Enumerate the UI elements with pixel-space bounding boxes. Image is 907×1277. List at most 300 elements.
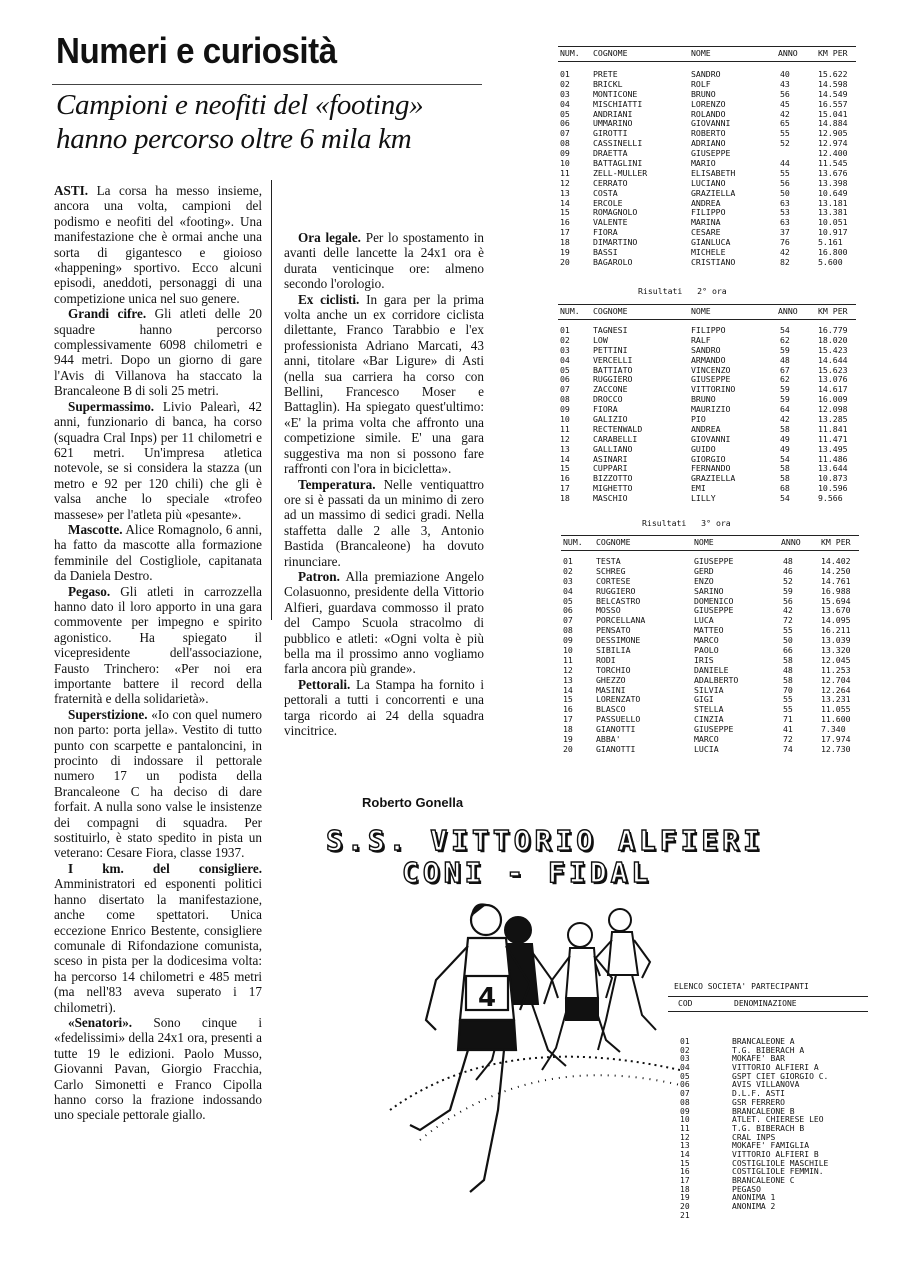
runners-illustration — [380, 880, 680, 1200]
cell-num: 16 — [560, 473, 570, 484]
cell-nome: FERNANDO — [691, 463, 731, 474]
cell-nome: GUIDO — [691, 443, 716, 454]
cell-nome: GIOVANNI — [691, 118, 731, 129]
paragraph-text: La Stampa ha fornito i pettorali a tutti i concorrenti e una targa ricordo ai 24 della squadra vincitrice. — [284, 676, 484, 738]
cell-anno: 55 — [783, 694, 793, 705]
cell-cognome: GALIZIO — [593, 414, 628, 425]
col-km: KM PER — [821, 537, 851, 547]
society-name: ATLET. CHIERESE LEO — [732, 1115, 824, 1125]
cell-cognome: ANDRIANI — [593, 108, 633, 119]
cell-nome: ROLF — [691, 78, 711, 89]
society-name: BRANCALEONE B — [732, 1106, 795, 1116]
paragraph-text: Livio Palearì, 42 anni, funzionario di banca, ha corso (squadra Cral Inps) per 11 chilometri e 621 metri. Un'impresa atletica notevole, se si considera la stazza (un metro e 92 per 120 chili) che gli è valsa anche lo speciale «trofeo massese» per l'atleta più «pesante». — [54, 398, 262, 522]
cell-km: 13.644 — [818, 463, 848, 474]
cell-km: 12.905 — [818, 128, 848, 139]
paragraph-lead: Superstizione. — [68, 706, 148, 722]
cell-anno: 43 — [780, 78, 790, 89]
cell-nome: ANDREA — [691, 423, 721, 434]
cell-anno: 70 — [783, 684, 793, 695]
paragraph-lead: Supermassimo. — [68, 398, 155, 414]
article-paragraph — [54, 399, 262, 522]
cell-num: 10 — [560, 414, 570, 425]
article-paragraph — [284, 477, 484, 569]
cell-km: 13.285 — [818, 414, 848, 425]
cell-km: 11.055 — [821, 704, 851, 715]
cell-anno: 40 — [780, 69, 790, 79]
cell-anno: 54 — [780, 453, 790, 464]
cell-cognome: LOW — [593, 334, 608, 345]
cell-num: 06 — [560, 374, 570, 385]
society-row — [680, 1194, 880, 1203]
cell-nome: LILLY — [691, 493, 716, 504]
cell-nome: LORENZO — [691, 98, 726, 109]
cell-nome: LUCIA — [694, 743, 719, 754]
cell-nome: MARCO — [694, 734, 719, 745]
cell-anno: 82 — [780, 256, 790, 267]
cell-cognome: DRAETTA — [593, 148, 628, 159]
cell-anno: 71 — [783, 714, 793, 725]
cell-cognome: ERCOLE — [593, 197, 623, 208]
cell-num: 19 — [563, 734, 573, 745]
paragraph-text: Gli atleti in carrozzella hanno dato il loro apporto in una gara commovente per impegno e spirito agonistico. Ha spiegato il vicepresidente dell'associazione, Fausto Trinchero: «Per noi era importante battere il record della fraternità e della solidarietà». — [54, 583, 262, 707]
cell-num: 12 — [563, 664, 573, 675]
cell-cognome: UMMARINO — [593, 118, 633, 129]
cell-km: 12.400 — [818, 148, 848, 159]
cell-num: 07 — [560, 384, 570, 395]
cell-cognome: PENSATO — [596, 625, 631, 636]
cell-km: 15.041 — [818, 108, 848, 119]
cell-nome: SILVIA — [694, 684, 724, 695]
cell-anno: 72 — [783, 734, 793, 745]
cell-nome: ROLANDO — [691, 108, 726, 119]
cell-km: 13.039 — [821, 635, 851, 646]
cell-num: 13 — [560, 443, 570, 454]
cell-cognome: MONTICONE — [593, 88, 638, 99]
cell-km: 18.020 — [818, 334, 848, 345]
byline: Roberto Gonella — [362, 795, 464, 810]
society-name: PEGASO — [732, 1184, 761, 1194]
cell-anno: 74 — [783, 743, 793, 754]
cell-cognome: BELCASTRO — [596, 595, 641, 606]
cell-nome: SANDRO — [691, 69, 721, 79]
cell-num: 04 — [560, 98, 570, 109]
cell-km: 11.545 — [818, 158, 848, 169]
cell-cognome: BAGAROLO — [593, 256, 633, 267]
cell-nome: LUCIANO — [691, 177, 726, 188]
cell-km: 16.779 — [818, 325, 848, 335]
cell-km: 12.974 — [818, 138, 848, 149]
cell-km: 12.704 — [821, 674, 851, 685]
table-header — [558, 46, 856, 62]
cell-num: 02 — [560, 78, 570, 89]
cell-nome: DANIELE — [694, 664, 729, 675]
society-code: 09 — [680, 1106, 690, 1116]
cell-cognome: GHEZZO — [596, 674, 626, 685]
society-code: 07 — [680, 1089, 690, 1099]
cell-num: 16 — [560, 217, 570, 228]
paragraph-lead: Temperatura. — [298, 476, 376, 492]
cell-num: 19 — [560, 247, 570, 258]
cell-nome: DOMENICO — [694, 595, 734, 606]
article-paragraph — [54, 522, 262, 584]
cell-anno: 56 — [780, 88, 790, 99]
cell-num: 03 — [560, 88, 570, 99]
cell-nome: FILIPPO — [691, 325, 726, 335]
cell-nome: MARINA — [691, 217, 721, 228]
col-denominazione: DENOMINAZIONE — [734, 999, 797, 1008]
cell-cognome: RUGGIERO — [596, 585, 636, 596]
cell-nome: MARCO — [694, 635, 719, 646]
society-code: 15 — [680, 1158, 690, 1168]
cell-cognome: BASSI — [593, 247, 618, 258]
society-code: 02 — [680, 1045, 690, 1055]
cell-anno: 42 — [783, 605, 793, 616]
cell-nome: MATTEO — [694, 625, 724, 636]
article-paragraph — [284, 292, 484, 477]
cell-cognome: PORCELLANA — [596, 615, 646, 626]
society-code: 10 — [680, 1115, 690, 1125]
cell-km: 11.841 — [818, 423, 848, 434]
cell-num: 14 — [560, 453, 570, 464]
cell-num: 14 — [563, 684, 573, 695]
article-subtitle: Campioni e neofiti del «footing» hanno percorso oltre 6 mila km — [56, 89, 424, 155]
society-name: T.G. BIBERACH B — [732, 1123, 805, 1133]
society-row — [680, 1177, 880, 1186]
society-code: 06 — [680, 1080, 690, 1090]
cell-cognome: CARABELLI — [593, 433, 638, 444]
col-anno: ANNO — [781, 537, 801, 547]
cell-cognome: RODI — [596, 654, 616, 665]
article-paragraph — [284, 569, 484, 677]
cell-cognome: DROCCO — [593, 394, 623, 405]
cell-num: 14 — [560, 197, 570, 208]
cell-nome: MICHELE — [691, 247, 726, 258]
cell-km: 13.076 — [818, 374, 848, 385]
cell-km: 5.600 — [818, 256, 843, 267]
cell-num: 07 — [563, 615, 573, 626]
cell-nome: BRUNO — [691, 394, 716, 405]
cell-nome: GIUSEPPE — [694, 724, 734, 735]
article-column-1 — [54, 183, 262, 1123]
cell-nome: GIUSEPPE — [694, 605, 734, 616]
cell-km: 15.623 — [818, 364, 848, 375]
cell-nome: ADRIANO — [691, 138, 726, 149]
article-paragraph — [284, 230, 484, 292]
society-name: GSPT CIET GIORGIO C. — [732, 1071, 829, 1081]
cell-num: 08 — [560, 138, 570, 149]
cell-cognome: BRICKL — [593, 78, 623, 89]
col-km: KM PER — [818, 48, 848, 58]
cell-cognome: VERCELLI — [593, 354, 633, 365]
cell-anno: 54 — [780, 325, 790, 335]
cell-anno: 58 — [783, 674, 793, 685]
col-nome: NOME — [691, 48, 711, 58]
cell-nome: VINCENZO — [691, 364, 731, 375]
cell-cognome: CASSINELLI — [593, 138, 643, 149]
cell-anno: 58 — [780, 423, 790, 434]
article-paragraph — [284, 677, 484, 739]
paragraph-text: La corsa ha messo insieme, ancora una volta, campioni del podismo e neofiti del «footing». Una manifestazione che è ormai anche una sorta di gigantesco e gioioso «happening» sportivo. Ecco alcuni episodi, aneddoti, personaggi di una competizione unica nel suo genere. — [54, 183, 262, 306]
cell-nome: GRAZIELLA — [691, 187, 736, 198]
cell-anno: 42 — [780, 414, 790, 425]
society-row — [680, 1186, 880, 1195]
cell-anno: 54 — [780, 493, 790, 504]
cell-anno: 44 — [780, 158, 790, 169]
cell-num: 11 — [560, 423, 570, 434]
col-anno: ANNO — [778, 306, 798, 316]
paragraph-lead: «Senatori». — [68, 1014, 133, 1030]
cell-km: 14.598 — [818, 78, 848, 89]
cell-num: 15 — [563, 694, 573, 705]
cell-anno: 55 — [780, 128, 790, 139]
cell-num: 01 — [563, 556, 573, 566]
cell-km: 16.009 — [818, 394, 848, 405]
society-name: COSTIGLIOLE MASCHILE — [732, 1158, 829, 1168]
cell-num: 11 — [563, 654, 573, 665]
cell-nome: GERD — [694, 565, 714, 576]
cell-nome: LUCA — [694, 615, 714, 626]
cell-cognome: BATTIATO — [593, 364, 633, 375]
cell-nome: CESARE — [691, 227, 721, 238]
cell-km: 15.622 — [818, 69, 848, 79]
society-name: CRAL INPS — [732, 1132, 776, 1142]
cell-num: 18 — [563, 724, 573, 735]
cell-cognome: GIANOTTI — [596, 743, 636, 754]
cell-nome: SARINO — [694, 585, 724, 596]
cell-cognome: PRETE — [593, 69, 618, 79]
paragraph-lead: Ora legale. — [298, 230, 361, 245]
cell-cognome: LORENZATO — [596, 694, 641, 705]
col-km: KM PER — [818, 306, 848, 316]
cell-num: 06 — [560, 118, 570, 129]
cell-anno: 63 — [780, 197, 790, 208]
cell-anno: 37 — [780, 227, 790, 238]
cell-num: 07 — [560, 128, 570, 139]
table-header — [561, 535, 859, 551]
cell-num: 09 — [560, 404, 570, 415]
cell-nome: GIORGIO — [691, 453, 726, 464]
society-code: 18 — [680, 1184, 690, 1194]
cell-km: 16.557 — [818, 98, 848, 109]
cell-anno: 48 — [780, 354, 790, 365]
paragraph-text: Nelle ventiquattro ore si è passati da un minimo di zero ad un massimo di sedici gradi. Nella staffetta dalle 2 alle 3, Antonio Bastida (Brancaleone) ha dovuto rinunciare. — [284, 476, 484, 569]
col-num: NUM. — [560, 306, 580, 316]
table-body — [561, 551, 859, 755]
cell-nome: ANDREA — [691, 197, 721, 208]
cell-num: 01 — [560, 325, 570, 335]
society-name: COSTIGLIOLE FEMMIN. — [732, 1167, 824, 1177]
cell-anno: 59 — [780, 344, 790, 355]
cell-num: 17 — [563, 714, 573, 725]
society-code: 12 — [680, 1132, 690, 1142]
cell-cognome: MOSSO — [596, 605, 621, 616]
cell-nome: BRUNO — [691, 88, 716, 99]
society-code: 20 — [680, 1202, 690, 1212]
table-row — [558, 258, 856, 268]
cell-num: 10 — [560, 158, 570, 169]
cell-anno: 56 — [780, 177, 790, 188]
cell-cognome: DIMARTINO — [593, 237, 638, 248]
cell-nome: ELISABETH — [691, 167, 736, 178]
societies-header — [668, 996, 868, 1012]
cell-km: 10.596 — [818, 483, 848, 494]
cell-cognome: ZACCONE — [593, 384, 628, 395]
paragraph-lead: I km. del consigliere. — [68, 860, 262, 876]
paragraph-lead: Grandi cifre. — [68, 306, 147, 322]
cell-anno: 41 — [783, 724, 793, 735]
society-name: ANONIMA 2 — [732, 1202, 776, 1212]
cell-km: 16.800 — [818, 247, 848, 258]
cell-num: 02 — [560, 334, 570, 345]
cell-cognome: PETTINI — [593, 344, 628, 355]
cell-num: 18 — [560, 237, 570, 248]
cell-km: 14.402 — [821, 556, 851, 566]
article-paragraph — [54, 707, 262, 861]
cell-num: 05 — [560, 364, 570, 375]
society-row — [680, 1203, 880, 1212]
cell-anno: 56 — [783, 595, 793, 606]
cell-nome: GIANLUCA — [691, 237, 731, 248]
cell-km: 10.873 — [818, 473, 848, 484]
cell-nome: GIGI — [694, 694, 714, 705]
cell-km: 13.231 — [821, 694, 851, 705]
society-code: 14 — [680, 1149, 690, 1159]
results-table-3 — [561, 535, 859, 755]
cell-anno: 65 — [780, 118, 790, 129]
cell-nome: VITTORINO — [691, 384, 736, 395]
cell-nome: ROBERTO — [691, 128, 726, 139]
cell-cognome: GIANOTTI — [596, 724, 636, 735]
cell-num: 04 — [563, 585, 573, 596]
cell-km: 12.045 — [821, 654, 851, 665]
cell-km: 11.253 — [821, 664, 851, 675]
cell-nome: MAURIZIO — [691, 404, 731, 415]
headline-rule — [52, 84, 482, 85]
article-paragraph — [54, 183, 262, 306]
cell-cognome: PASSUELLO — [596, 714, 641, 725]
cell-num: 08 — [563, 625, 573, 636]
society-code: 17 — [680, 1176, 690, 1185]
col-num: NUM. — [563, 537, 583, 547]
cell-km: 14.644 — [818, 354, 848, 365]
cell-km: 10.649 — [818, 187, 848, 198]
col-cod: COD — [678, 999, 693, 1008]
cell-km: 13.181 — [818, 197, 848, 208]
paragraph-text: «Io con quel numero non parto: porta jella». Vestito di tutto punto con scarpette e pantaloncini, in procinto di indossare il pettorale numero 17 un podista della Brancaleone C ha deciso di dare forfait. A nulla sono valse le insistenze dei compagni di squadra. Per sostituirlo, è stato spedito in pista un veterano: Cesare Fiora, classe 1937. — [54, 706, 262, 861]
cell-cognome: BLASCO — [596, 704, 626, 715]
cell-anno: 48 — [783, 664, 793, 675]
table-body — [558, 320, 856, 504]
cell-nome: GIOVANNI — [691, 433, 731, 444]
cell-anno: 45 — [780, 98, 790, 109]
cell-anno: 67 — [780, 364, 790, 375]
society-code: 03 — [680, 1054, 690, 1064]
cell-anno: 42 — [780, 247, 790, 258]
col-cognome: COGNOME — [593, 48, 628, 58]
col-nome: NOME — [694, 537, 714, 547]
society-code: 16 — [680, 1167, 690, 1177]
cell-num: 05 — [563, 595, 573, 606]
col-num: NUM. — [560, 48, 580, 58]
club-banner-line-2: CONI - FIDAL — [402, 856, 653, 889]
table-row — [558, 494, 856, 504]
runner-bib-number: 4 — [478, 983, 497, 1013]
cell-cognome: CUPPARI — [593, 463, 628, 474]
cell-km: 13.320 — [821, 645, 851, 656]
society-name: T.G. BIBERACH A — [732, 1045, 805, 1055]
society-row — [680, 1125, 880, 1134]
cell-anno: 53 — [780, 207, 790, 218]
cell-num: 05 — [560, 108, 570, 119]
cell-nome: CINZIA — [694, 714, 724, 725]
cell-nome: EMI — [691, 483, 706, 494]
cell-anno: 72 — [783, 615, 793, 626]
cell-km: 14.617 — [818, 384, 848, 395]
cell-anno: 58 — [783, 654, 793, 665]
cell-num: 13 — [560, 187, 570, 198]
cell-km: 11.471 — [818, 433, 848, 444]
cell-km: 15.694 — [821, 595, 851, 606]
cell-anno: 49 — [780, 443, 790, 454]
cell-cognome: RUGGIERO — [593, 374, 633, 385]
cell-anno: 59 — [783, 585, 793, 596]
cell-nome: ENZO — [694, 575, 714, 586]
cell-km: 11.600 — [821, 714, 851, 725]
cell-cognome: ROMAGNOLO — [593, 207, 638, 218]
cell-nome: SANDRO — [691, 344, 721, 355]
society-code: 21 — [680, 1210, 690, 1220]
cell-num: 20 — [560, 256, 570, 267]
article-paragraph — [54, 584, 262, 707]
cell-km: 12.264 — [821, 684, 851, 695]
results-table-2 — [558, 304, 856, 504]
cell-anno: 62 — [780, 374, 790, 385]
cell-km: 13.676 — [818, 167, 848, 178]
society-name: VITTORIO ALFIERI B — [732, 1149, 819, 1159]
table-body — [558, 62, 856, 268]
table-header — [558, 304, 856, 320]
col-anno: ANNO — [778, 48, 798, 58]
cell-num: 10 — [563, 645, 573, 656]
paragraph-lead: ASTI. — [54, 183, 89, 198]
paragraph-text: Per lo spostamento in avanti delle lancette la 24x1 ora è durata venticinque ore: almeno secondo l'orologio. — [284, 230, 484, 292]
cell-km: 16.988 — [821, 585, 851, 596]
cell-km: 7.340 — [821, 724, 846, 735]
society-code: 13 — [680, 1141, 690, 1151]
cell-anno: 48 — [783, 556, 793, 566]
society-name: ANONIMA 1 — [732, 1193, 776, 1203]
table-row — [561, 745, 859, 755]
cell-cognome: TORCHIO — [596, 664, 631, 675]
society-code: 04 — [680, 1063, 690, 1073]
cell-km: 13.381 — [818, 207, 848, 218]
cell-cognome: MISCHIATTI — [593, 98, 643, 109]
cell-nome: PIO — [691, 414, 706, 425]
cell-num: 15 — [560, 463, 570, 474]
cell-num: 04 — [560, 354, 570, 365]
results-table-1 — [558, 46, 856, 268]
article-paragraph — [54, 1015, 262, 1123]
cell-nome: RALF — [691, 334, 711, 345]
cell-km: 14.549 — [818, 88, 848, 99]
cell-cognome: RECTENWALD — [593, 423, 643, 434]
cell-num: 08 — [560, 394, 570, 405]
club-banner-line-1: S.S. VITTORIO ALFIERI — [326, 824, 765, 857]
cell-km: 16.211 — [821, 625, 851, 636]
table-3-title: Risultati 3° ora — [642, 518, 731, 528]
cell-anno: 49 — [780, 433, 790, 444]
cell-cognome: MASCHIO — [593, 493, 628, 504]
